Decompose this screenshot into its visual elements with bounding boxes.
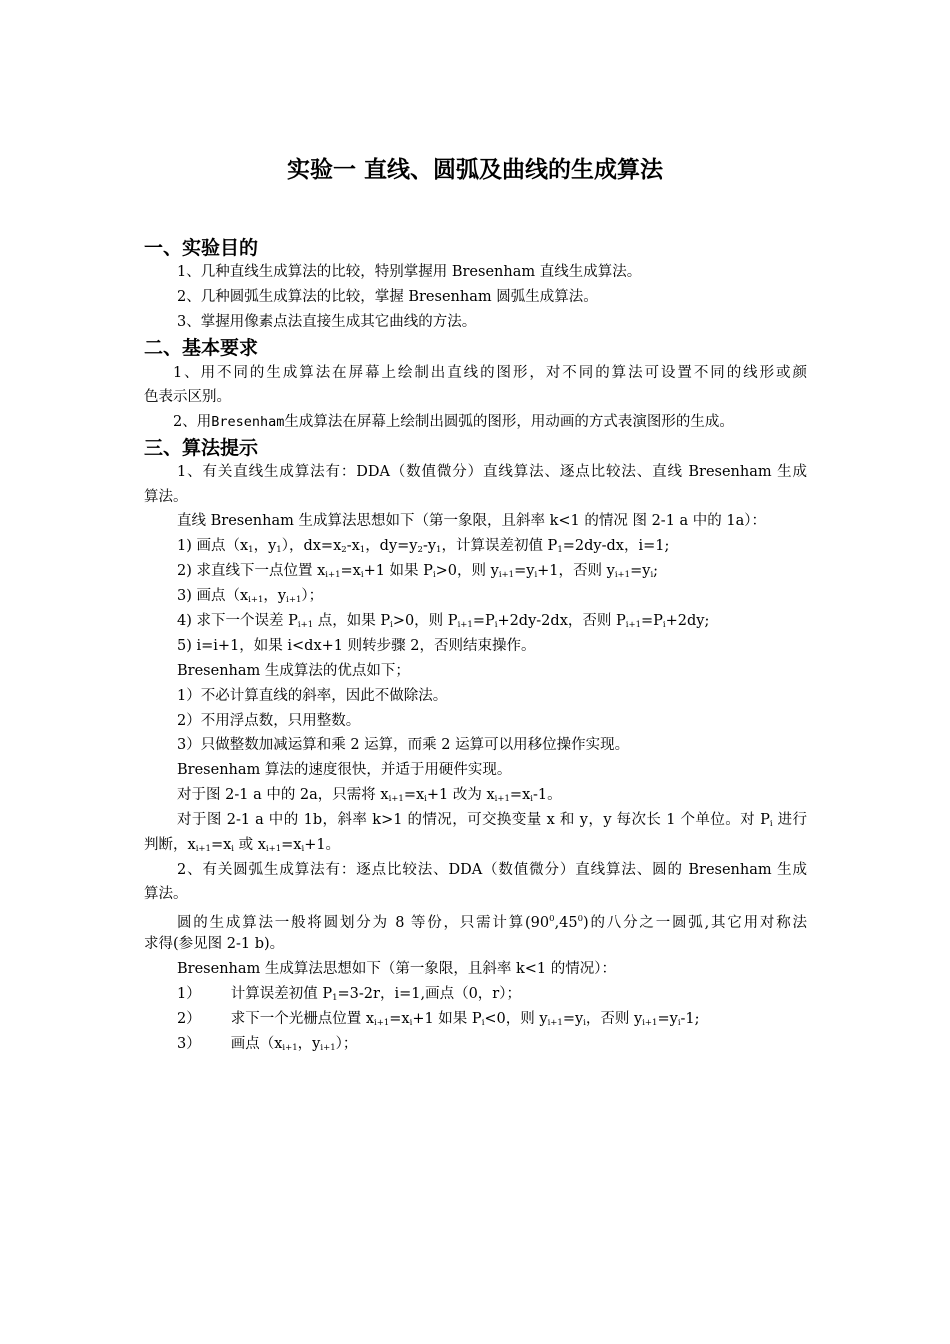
speed-note: Bresenham 算法的速度很快，并适于用硬件实现。: [177, 762, 512, 778]
objective-3: 3、掌握用像素点法直接生成其它曲线的方法。: [177, 314, 477, 330]
advantage-1: 1）不必计算直线的斜率，因此不做除法。: [177, 688, 448, 704]
hint-circle-algorithms-2: 算法。: [144, 886, 188, 902]
line-step-1: 1) 画点（$x_1$，$y_1$），$dx=x_2-x_1$，$dy=y_2-y_1$，计算误差初值 $P_1=2dy-dx$，i=1;: [177, 538, 670, 555]
circle-step-1: 1） 计算误差初值 $P_1=3-2r$，i=1,画点（0，r）；: [177, 986, 521, 1003]
advantage-3: 3）只做整数加减运算和乘 2 运算，而乘 2 运算可以用移位操作实现。: [177, 737, 630, 753]
advantages-intro: Bresenham 生成算法的优点如下；: [177, 663, 410, 679]
requirement-1-line1: 1、用不同的生成算法在屏幕上绘制出直线的图形，对不同的算法可设置不同的线形或颜: [173, 365, 807, 381]
line-step-4: 4) 求下一个误差 $P_{i+1}$ 点，如果 $P_i>0$，则 $P_{i+1}=P_i+2dy-2dx$，否则 $P_{i+1}=P_i+2dy$;: [177, 613, 710, 630]
circle-division-line2: 求得(参见图 2-1 b)。: [144, 936, 285, 952]
heading-requirements: 二、基本要求: [144, 337, 259, 359]
circle-step-3: 3） 画点（$x_{i+1}$，$y_{i+1}$）；: [177, 1036, 358, 1053]
case-1b-prefix: 判断，: [144, 837, 188, 853]
requirement-2-prefix: 2、用: [173, 414, 212, 430]
circle-division-line1: 圆的生成算法一般将圆划分为 8 等份，只需计算$(90^0,45^0)$的八分之一圆弧,其它用对称法: [177, 914, 807, 931]
heading-hints: 三、算法提示: [144, 437, 259, 459]
line-step-5: 5) i=i+1，如果 i<dx+1 则转步骤 2，否则结束操作。: [177, 638, 536, 654]
requirement-2-rest: 生成算法在屏幕上绘制出圆弧的图形，用动画的方式表演图形的生成。: [284, 414, 734, 430]
requirement-2-term: Bresenham: [211, 414, 285, 430]
advantage-2: 2）不用浮点数，只用整数。: [177, 713, 361, 729]
hint-line-algorithms-1: 1、有关直线生成算法有：DDA（数值微分）直线算法、逐点比较法、直线 Bresenham 生成: [177, 464, 807, 480]
page-title: 实验一 直线、圆弧及曲线的生成算法: [286, 157, 663, 183]
hint-circle-algorithms-1: 2、有关圆弧生成算法有：逐点比较法、DDA（数值微分）直线算法、圆的 Bresenham 生成: [177, 862, 807, 878]
case-1b-line1: 对于图 2-1 a 中的 1b，斜率 k>1 的情况，可交换变量 x 和 y，y 每次长 1 个单位。对 $P_i$ 进行: [177, 812, 808, 829]
line-step-3: 3) 画点（$x_{i+1}$，$y_{i+1}$）；: [177, 588, 324, 605]
requirement-2: [173, 410, 734, 435]
objective-2: 2、几种圆弧生成算法的比较，掌握 Bresenham 圆弧生成算法。: [177, 289, 598, 305]
case-2a: 对于图 2-1 a 中的 2a，只需将 $x_{i+1}=x_i+1$ 改为 $x_{i+1}=x_i-1$。: [177, 787, 562, 804]
bresenham-circle-intro: Bresenham 生成算法思想如下（第一象限，且斜率 k<1 的情况）：: [177, 961, 616, 977]
requirement-1-line2: 色表示区别。: [144, 389, 231, 405]
objective-1: 1、几种直线生成算法的比较，特别掌握用 Bresenham 直线生成算法。: [177, 264, 642, 280]
case-1b-line2: 判断，$x_{i+1}=x_i$ 或 $x_{i+1}=x_i+1$。: [144, 837, 341, 854]
bresenham-line-intro: 直线 Bresenham 生成算法思想如下（第一象限，且斜率 k<1 的情况 图 2-1 a 中的 1a）：: [177, 513, 767, 529]
hint-line-algorithms-2: 算法。: [144, 489, 188, 505]
line-step-2: 2) 求直线下一点位置 $x_{i+1}=x_i+1$ 如果 $P_i>0$，则 $y_{i+1}=y_i+1$，否则 $y_{i+1}=y_i$;: [177, 563, 659, 580]
circle-step-2: 2） 求下一个光栅点位置 $x_{i+1}=x_i+1$ 如果 $P_i<0$，则 $y_{i+1}=y_i$，否则 $y_{i+1}=y_i-1$;: [177, 1011, 700, 1028]
heading-objectives: 一、实验目的: [144, 237, 259, 259]
